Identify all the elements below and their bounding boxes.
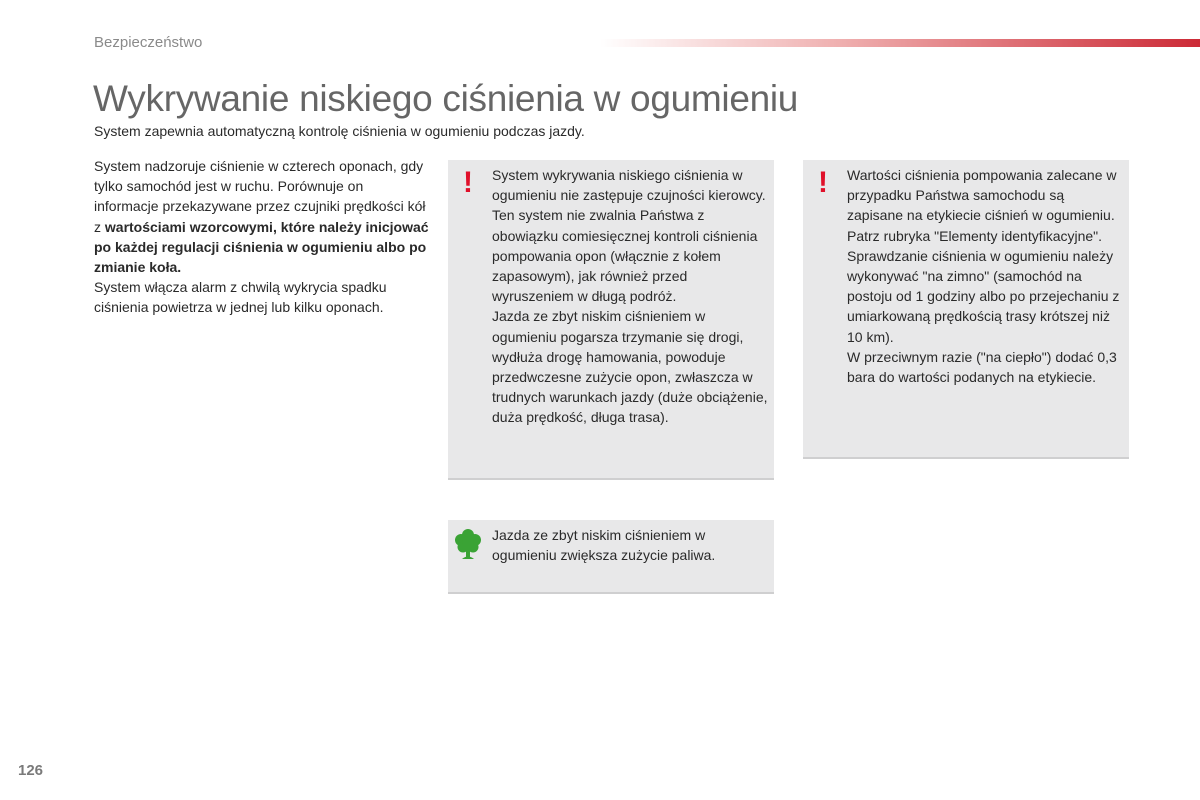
note-paragraph: Jazda ze zbyt niskim ciśnieniem w ogumieniu zwiększa zużycie paliwa.	[492, 527, 716, 564]
pressure-info-note-box	[803, 160, 1129, 459]
section-label: Bezpieczeństwo	[94, 34, 203, 51]
eco-note-box	[448, 520, 774, 594]
tree-eco-icon	[454, 528, 482, 562]
note-paragraph: Wartości ciśnienia pompowania zalecane w przypadku Państwa samochodu są zapisane na etykiecie ciśnień w ogumieniu.	[847, 167, 1117, 224]
warning-note-box	[448, 160, 774, 480]
page-subtitle: System zapewnia automatyczną kontrolę ciśnienia w ogumieniu podczas jazdy.	[94, 123, 585, 139]
note-paragraph: Ten system nie zwalnia Państwa z obowiązku comiesięcznej kontroli ciśnienia pompowania opon (włącznie z kołem zapasowym), jak również przed wyruszeniem w długą podróż.	[492, 207, 758, 305]
note-paragraph: Sprawdzanie ciśnienia w ogumieniu należy wykonywać "na zimno" (samochód na postoju od 1 godziny albo po przejechaniu z umiarkowaną prędkością trasy krótszej niż 10 km).	[847, 247, 1120, 345]
warning-note-text	[492, 165, 768, 428]
page-title: Wykrywanie niskiego ciśnienia w ogumieniu	[93, 78, 799, 119]
pressure-info-note-text	[847, 165, 1123, 387]
intro-text-part1: System nadzoruje ciśnienie w czterech oponach, gdy tylko samochód jest w ruchu. Porównuje on informacje przekazywane przez czujniki prędkości kół z	[94, 158, 426, 235]
intro-text-part2: System włącza alarm z chwilą wykrycia spadku ciśnienia powietrza w jednej lub kilku oponach.	[94, 279, 387, 316]
intro-text-bold: wartościami wzorcowymi, które należy inicjować po każdej regulacji ciśnienia w ogumieniu albo po zmianie koła.	[94, 218, 429, 276]
exclamation-warning-icon: !	[463, 166, 473, 199]
header-accent-bar	[600, 39, 1200, 47]
page-number: 126	[18, 762, 44, 779]
exclamation-warning-icon: !	[818, 166, 828, 199]
note-paragraph: W przeciwnym razie ("na ciepło") dodać 0,3 bara do wartości podanych na etykiecie.	[847, 348, 1117, 386]
note-paragraph: Jazda ze zbyt niskim ciśnieniem w ogumieniu pogarsza trzymanie się drogi, wydłuża drogę hamowania, powoduje przedwczesne zużycie opon, zwłaszcza w trudnych warunkach jazdy (duże obciążenie, duża prędkość, długa trasa).	[492, 308, 768, 426]
note-paragraph: Patrz rubryka "Elementy identyfikacyjne".	[847, 227, 1103, 244]
eco-note-text	[492, 525, 768, 565]
intro-paragraph	[94, 156, 429, 318]
note-paragraph: System wykrywania niskiego ciśnienia w ogumieniu nie zastępuje czujności kierowcy.	[492, 167, 766, 204]
